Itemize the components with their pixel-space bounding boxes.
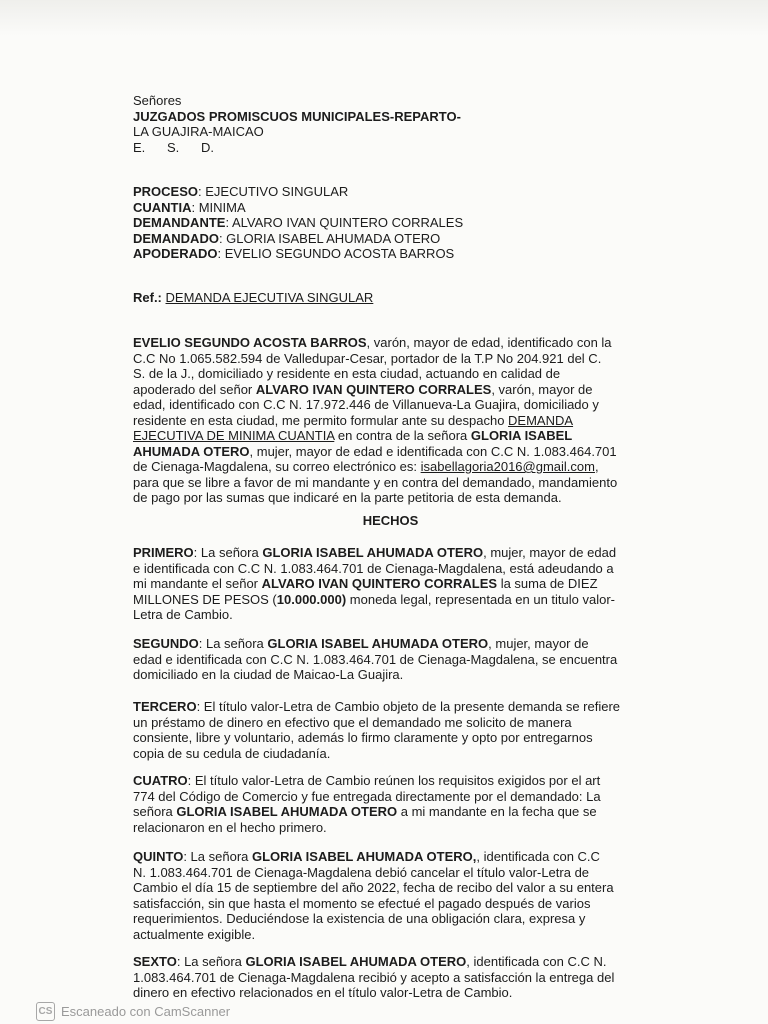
case-details	[133, 184, 463, 262]
case-proceso: PROCESO: EJECUTIVO SINGULAR	[133, 184, 349, 199]
case-demandado: DEMANDADO: GLORIA ISABEL AHUMADA OTERO	[133, 230, 441, 246]
case-demandante: DEMANDANTE: ALVARO IVAN QUINTERO CORRALES	[133, 215, 464, 230]
case-cuantia: CUANTIA: MINIMA	[133, 199, 246, 215]
court-name: JUZGADOS PROMISCUOS MUNICIPALES-REPARTO-	[133, 108, 461, 124]
camscanner-logo-icon: CS	[36, 1002, 55, 1021]
fact-quinto: QUINTO: La señora GLORIA ISABEL AHUMADA OTERO,, identificada con C.C N. 1.083.464.701 de Cienaga-Magdalena debió cancelar el título valor-Letra de Cambio el día 15 de septiembre del año 2022, fecha de recibo del valor a su entera satisfacción, sin que hasta el momento se efectué el pagado después de varios requerimientos. Deduciéndose la existencia de una obligación clara, expresa y actualmente exigible.	[133, 849, 614, 942]
fact-cuatro: CUATRO: El título valor-Letra de Cambio reúnen los requisitos exigidos por el art 774 del Código de Comercio y fue entregada directamente por el demandado: La señora GLORIA ISABEL AHUMADA OTERO a mi mandante en la fecha que se relacionaron en el hecho primero.	[133, 773, 601, 835]
email-text: isabellagoria2016@gmail.com	[420, 459, 595, 474]
court-location: LA GUAJIRA-MAICAO	[133, 124, 264, 139]
salutation: Señores	[133, 93, 182, 108]
fact-primero: PRIMERO: La señora GLORIA ISABEL AHUMADA OTERO, mujer, mayor de edad e identificada con C.C N. 1.083.464.701 de Cienaga-Magdalena, está adeudando a mi mandante el señor ALVARO IVAN QUINTERO CORRALES la suma de DIEZ MILLONES DE PESOS (10.000.000) moneda legal, representada en un titulo valor- Letra de Cambio.	[133, 545, 617, 622]
camscanner-watermark	[36, 1002, 230, 1021]
reference-line: Ref.: DEMANDA EJECUTIVA SINGULAR	[133, 290, 374, 305]
hechos-heading: HECHOS	[362, 513, 419, 528]
camscanner-text: Escaneado con CamScanner	[61, 1003, 231, 1019]
fact-tercero: TERCERO: El título valor-Letra de Cambio objeto de la presente demanda se refiere un préstamo de dinero en efectivo que el demandado me solicito de manera consiente, libre y voluntario, además lo firmo claramente y opto por entregarnos copia de su cedula de ciudadanía.	[133, 699, 621, 761]
scan-shadow	[0, 0, 768, 36]
intro-paragraph: EVELIO SEGUNDO ACOSTA BARROS, varón, mayor de edad, identificado con la C.C No 1.065.582.594 de Valledupar-Cesar, portador de la T.P No 204.921 del C. S. de la J., domiciliado y residente en esta ciudad, actuando en calidad de apoderado del señor ALVARO IVAN QUINTERO CORRALES, varón, mayor de edad, identificado con C.C N. 17.972.446 de Villanueva-La Guajira, domiciliado y residente en esta ciudad, me permito formular ante su despacho DEMANDA EJECUTIVA DE MINIMA CUANTIA en contra de la señora GLORIA ISABEL AHUMADA OTERO, mujer, mayor de edad e identificada con C.C N. 1.083.464.701 de Cienaga-Magdalena, su correo electrónico es: isabellagoria2016@gmail.com, para que se libre a favor de mi mandante y en contra del demandado, mandamiento de pago por las sumas que indicaré en la parte petitoria de esta demanda.	[133, 335, 618, 505]
addressee-block	[133, 93, 461, 155]
esd-abbreviation: E. S. D.	[133, 139, 214, 155]
fact-sexto: SEXTO: La señora GLORIA ISABEL AHUMADA OTERO, identificada con C.C N. 1.083.464.701 de Cienaga-Magdalena recibió y acepto a satisfacción la entrega del dinero en efectivo relacionados en el título valor-Letra de Cambio.	[133, 954, 615, 1000]
fact-segundo: SEGUNDO: La señora GLORIA ISABEL AHUMADA OTERO, mujer, mayor de edad e identificada con C.C N. 1.083.464.701 de Cienaga-Magdalena, se encuentra domiciliado en la ciudad de Maicao-La Guajira.	[133, 636, 618, 682]
case-apoderado: APODERADO: EVELIO SEGUNDO ACOSTA BARROS	[133, 246, 455, 261]
